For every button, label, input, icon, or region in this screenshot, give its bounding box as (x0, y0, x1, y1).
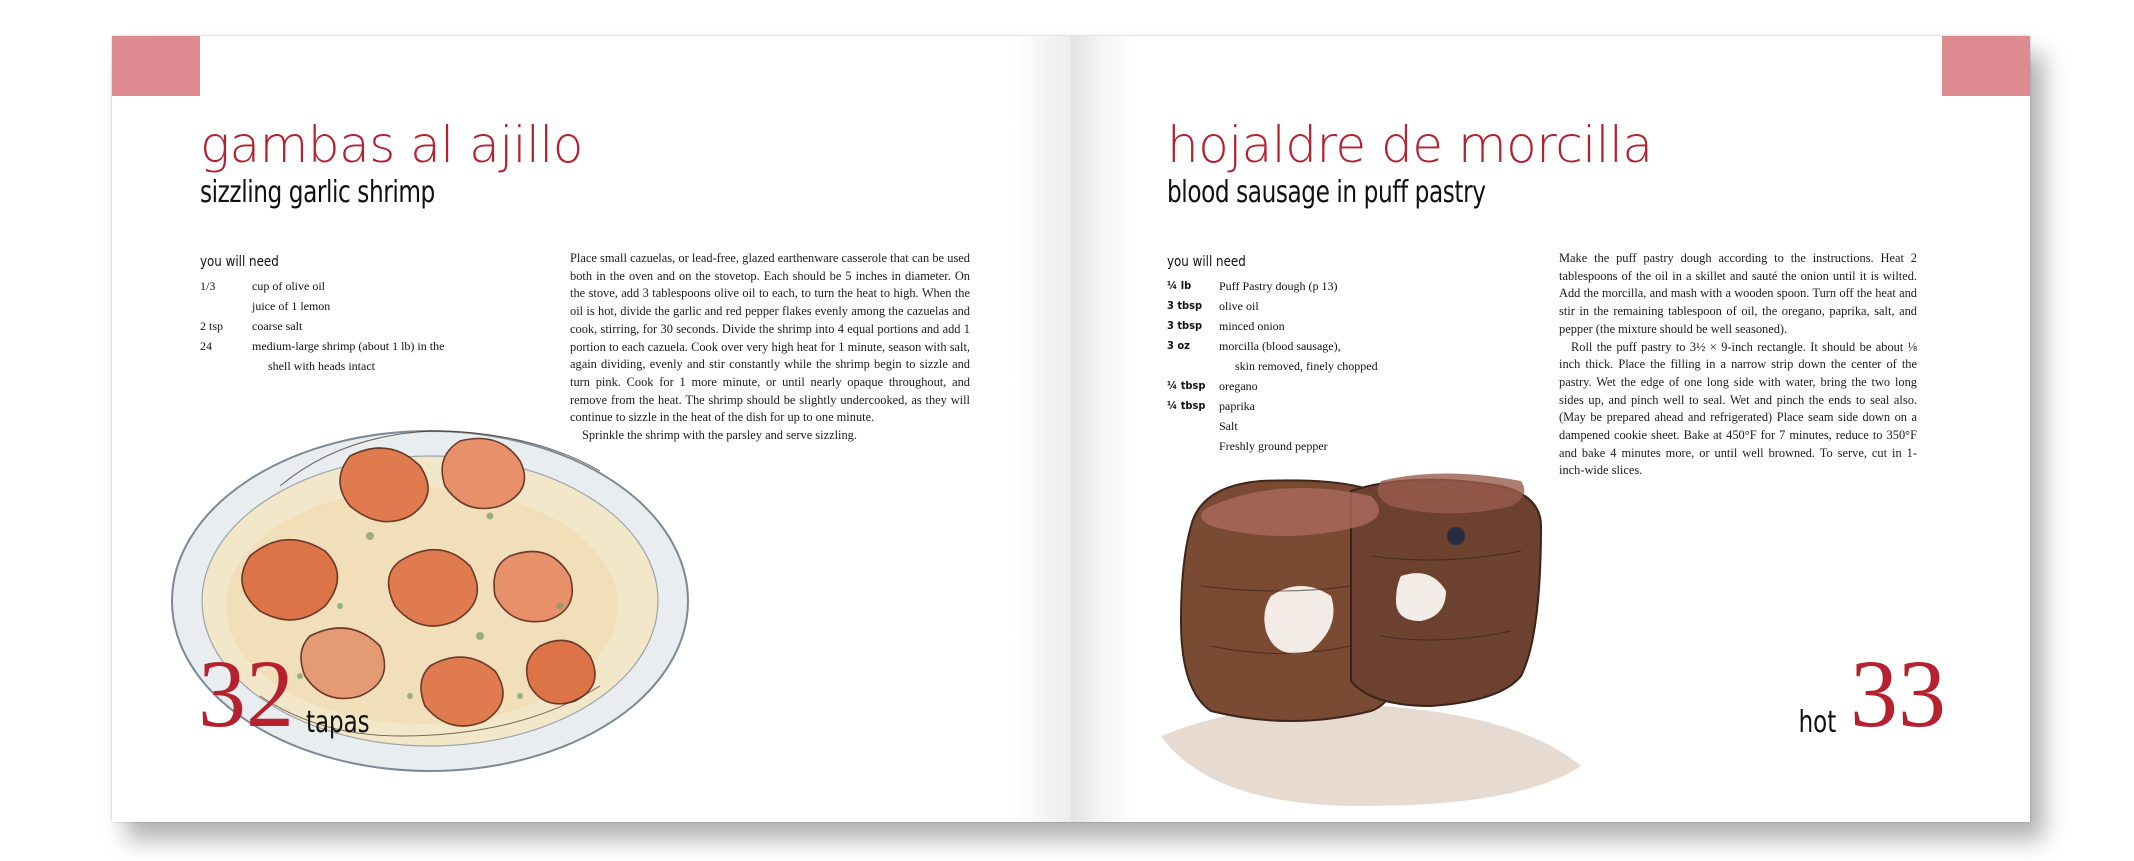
ingredient-qty: 1/3 (200, 279, 216, 293)
page-tab (1942, 36, 2030, 96)
ingredient-item: skin removed, finely chopped (1235, 359, 1378, 373)
ingredient-qty: ¼ tbsp (1167, 379, 1206, 392)
ingredient-row (200, 356, 500, 376)
method-paragraph: Place small cazuelas, or lead-free, glazed earthenware casserole that can be used both in the oven and on the stovetop. Each should be 5 inches in diameter. On the stove, add 3 tablespoons olive oil to each, to turn the heat to high. When the oil is hot, divide the garlic and red pepper flakes evenly among the cazuelas and cook, stirring, for 30 seconds. Divide the shrimp into 4 equal portions and add 1 portion to each cazuela. Cook over very high heat for 1 minute, season with salt, again dividing, evenly and stir constantly while the shrimp begin to sizzle and turn pink. Cook for 1 more minute, or until nearly opaque throughout, and remove from the heat. The shrimp should be slightly undercooked, as they will continue to sizzle in the heat of the dish for up to one minute. (570, 251, 970, 425)
ingredient-qty (200, 356, 252, 376)
ingredient-row (1167, 376, 1467, 396)
ingredient-item: paprika (1219, 399, 1255, 413)
ingredient-qty (200, 296, 252, 316)
ingredient-item: minced onion (1219, 319, 1285, 333)
ingredient-qty: 3 tbsp (1167, 319, 1203, 332)
recipe-title: hojaldre de morcilla (1167, 116, 1653, 174)
method-paragraph: Roll the puff pastry to 3½ × 9-inch rectangle. It should be about ⅛ inch thick. Place the filling in a narrow strip down the center of the pastry. Wet the edge of one long side with water, bring the two long sides up, and pinch well to seal. Wet and pinch the ends to seal also. (May be prepared ahead and refrigerated) Place seam side down on a dampened cookie sheet. Bake at 450°F for 7 minutes, reduce to 350°F and bake 4 minutes more, or until well browned. To serve, cut in 1-inch-wide slices. (1559, 339, 1917, 478)
ingredient-row (1167, 276, 1467, 296)
ingredients-heading: you will need (1167, 254, 1246, 270)
ingredients-list (1167, 276, 1467, 456)
ingredient-qty (1167, 416, 1219, 436)
ingredient-row (200, 336, 500, 356)
ingredient-qty: 2 tsp (200, 319, 224, 333)
book-spread (112, 36, 2030, 822)
ingredient-row (1167, 296, 1467, 316)
ingredient-qty: 24 (200, 339, 212, 353)
page-tab (112, 36, 200, 96)
page-number: 33 (1850, 640, 1946, 747)
recipe-method (1559, 250, 1917, 480)
ingredients-heading: you will need (200, 254, 279, 270)
ingredient-row (1167, 356, 1467, 376)
ingredient-row (1167, 416, 1467, 436)
ingredient-row (1167, 336, 1467, 356)
ingredient-item: morcilla (blood sausage), (1219, 339, 1341, 353)
ingredient-row (200, 296, 500, 316)
page-number: 32 (198, 640, 294, 747)
ingredient-qty (1167, 356, 1219, 376)
method-paragraph: Sprinkle the shrimp with the parsley and serve sizzling. (582, 428, 857, 443)
ingredient-qty: ¼ tbsp (1167, 399, 1206, 412)
recipe-title: gambas al ajillo (200, 116, 583, 174)
left-page (112, 36, 1071, 822)
ingredient-item: olive oil (1219, 299, 1259, 313)
ingredient-item: Puff Pastry dough (p 13) (1219, 279, 1338, 293)
ingredient-row (200, 276, 500, 296)
right-page (1071, 36, 2030, 822)
ingredient-qty: ¼ lb (1167, 279, 1192, 292)
section-label: hot (1798, 705, 1836, 740)
ingredient-item: cup of olive oil (252, 279, 325, 293)
ingredient-row (1167, 316, 1467, 336)
blood-sausage-pastry-illustration (1151, 436, 1601, 816)
ingredient-item: Salt (1219, 419, 1238, 433)
recipe-subtitle: sizzling garlic shrimp (200, 175, 435, 210)
method-paragraph: Make the puff pastry dough according to the instructions. Heat 2 tablespoons of the oil in a skillet and sauté the onion until it is wilted. Add the morcilla, and mash with a wooden spoon. Turn off the heat and stir in the remaining tablespoon of oil, the oregano, paprika, salt, and pepper (the mixture should be well seasoned). (1559, 251, 1917, 336)
ingredient-qty: 3 oz (1167, 339, 1190, 352)
ingredient-item: Freshly ground pepper (1219, 439, 1328, 453)
ingredient-row (1167, 396, 1467, 416)
ingredient-item: juice of 1 lemon (252, 299, 331, 313)
ingredient-qty: 3 tbsp (1167, 299, 1203, 312)
ingredient-row (200, 316, 500, 336)
ingredient-item: shell with heads intact (268, 359, 375, 373)
recipe-subtitle: blood sausage in puff pastry (1167, 175, 1486, 210)
ingredients-list (200, 276, 500, 376)
ingredient-item: coarse salt (252, 319, 303, 333)
section-label: tapas (306, 705, 370, 740)
ingredient-item: medium-large shrimp (about 1 lb) in the (252, 339, 445, 353)
ingredient-item: oregano (1219, 379, 1258, 393)
